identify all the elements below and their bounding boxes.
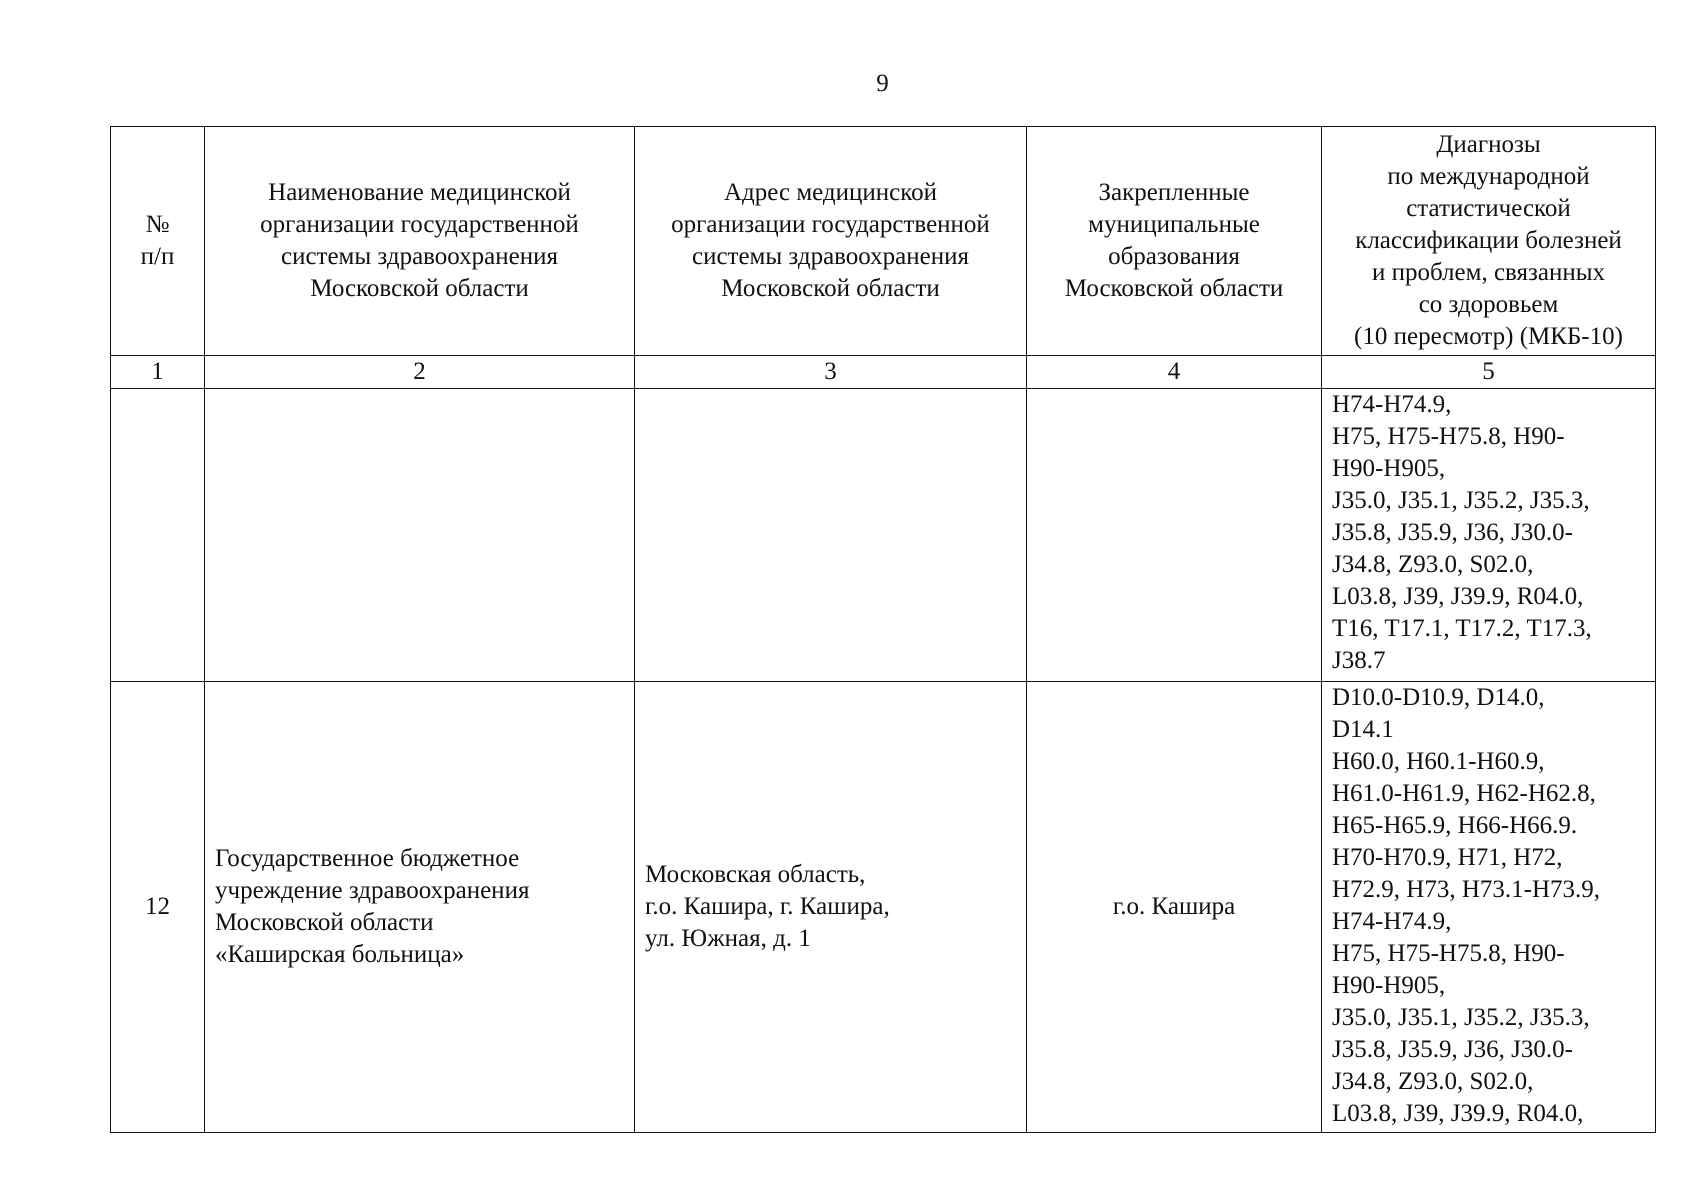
diagnosis-line: D14.1 xyxy=(1332,716,1394,743)
diagnosis-line: J35.0, J35.1, J35.2, J35.3, xyxy=(1332,487,1590,514)
header-text: Московской области xyxy=(721,275,940,302)
diagnoses-codes xyxy=(1322,389,1656,682)
address-line: ул. Южная, д. 1 xyxy=(645,925,811,952)
header-organization-address xyxy=(635,127,1027,356)
row-number xyxy=(111,389,205,682)
header-text: Адрес медицинской xyxy=(723,179,937,206)
header-text: (10 пересмотр) (МКБ-10) xyxy=(1354,323,1623,350)
diagnosis-line: J35.8, J35.9, J36, J30.0- xyxy=(1332,1036,1573,1063)
diagnosis-line: H75, H75-H75.8, H90- xyxy=(1332,940,1565,967)
header-number xyxy=(111,127,205,356)
header-text: со здоровьем xyxy=(1418,291,1559,318)
header-text: образования xyxy=(1108,243,1240,270)
header-municipalities xyxy=(1027,127,1322,356)
header-text: статистической xyxy=(1406,195,1571,222)
header-text: организации государственной xyxy=(671,211,990,238)
diagnoses-codes xyxy=(1322,682,1656,1133)
header-text: Закрепленные xyxy=(1098,179,1250,206)
diagnosis-line: H90-H905, xyxy=(1332,455,1446,482)
diagnosis-line: D10.0-D10.9, D14.0, xyxy=(1332,684,1545,711)
name-line: «Каширская больница» xyxy=(215,941,465,968)
diagnosis-line: L03.8, J39, J39.9, R04.0, xyxy=(1332,1100,1584,1127)
header-text: Московской области xyxy=(1064,275,1284,302)
organization-name xyxy=(205,682,635,1133)
header-diagnoses xyxy=(1322,127,1656,356)
municipalities xyxy=(1027,389,1322,682)
diagnosis-line: H60.0, H60.1-H60.9, xyxy=(1332,748,1545,775)
municipalities: г.о. Кашира xyxy=(1027,682,1322,1133)
header-organization-name xyxy=(205,127,635,356)
diagnosis-line: J35.8, J35.9, J36, J30.0- xyxy=(1332,519,1573,546)
name-line: Московской области xyxy=(215,909,434,936)
column-number: 2 xyxy=(205,356,635,389)
table-row xyxy=(111,389,1656,682)
column-number: 1 xyxy=(111,356,205,389)
column-number: 3 xyxy=(635,356,1027,389)
header-text: п/п xyxy=(140,243,175,270)
diagnosis-line: H74-H74.9, xyxy=(1332,908,1452,935)
address-line: г.о. Кашира, г. Кашира, xyxy=(645,893,890,920)
column-number: 5 xyxy=(1322,356,1656,389)
name-line: учреждение здравоохранения xyxy=(215,877,530,904)
page-number: 9 xyxy=(876,70,889,97)
diagnosis-line: H70-H70.9, H71, H72, xyxy=(1332,844,1563,871)
header-text: Московской области xyxy=(310,275,529,302)
diagnosis-line: T16, T17.1, T17.2, T17.3, xyxy=(1332,615,1592,642)
header-text: и проблем, связанных xyxy=(1371,259,1606,286)
header-text: системы здравоохранения xyxy=(691,243,970,270)
header-text: организации государственной xyxy=(260,211,579,238)
diagnosis-line: L03.8, J39, J39.9, R04.0, xyxy=(1332,583,1584,610)
organizations-table xyxy=(110,126,1656,1133)
header-text: по международной xyxy=(1387,163,1590,190)
diagnosis-line: H65-H65.9, H66-H66.9. xyxy=(1332,812,1578,839)
organization-address xyxy=(635,682,1027,1133)
diagnosis-line: J35.0, J35.1, J35.2, J35.3, xyxy=(1332,1004,1590,1031)
address-line: Московская область, xyxy=(645,861,866,888)
organization-address xyxy=(635,389,1027,682)
diagnosis-line: J38.7 xyxy=(1332,647,1386,674)
header-text: муниципальные xyxy=(1088,211,1260,238)
column-numbers-row xyxy=(111,356,1656,389)
table-header-row xyxy=(111,127,1656,356)
header-text: Диагнозы xyxy=(1436,131,1541,158)
header-text: системы здравоохранения xyxy=(280,243,559,270)
header-text: классификации болезней xyxy=(1355,227,1622,254)
column-number: 4 xyxy=(1027,356,1322,389)
diagnosis-line: J34.8, Z93.0, S02.0, xyxy=(1332,551,1534,578)
row-number: 12 xyxy=(111,682,205,1133)
header-text: Наименование медицинской xyxy=(268,179,571,206)
organization-name xyxy=(205,389,635,682)
diagnosis-line: H75, H75-H75.8, H90- xyxy=(1332,423,1565,450)
diagnosis-line: H72.9, H73, H73.1-H73.9, xyxy=(1332,876,1601,903)
table-row xyxy=(111,682,1656,1133)
diagnosis-line: J34.8, Z93.0, S02.0, xyxy=(1332,1068,1534,1095)
diagnosis-line: H74-H74.9, xyxy=(1332,391,1452,418)
diagnosis-line: H90-H905, xyxy=(1332,972,1446,999)
name-line: Государственное бюджетное xyxy=(215,845,520,872)
header-text: № xyxy=(145,211,170,238)
diagnosis-line: H61.0-H61.9, H62-H62.8, xyxy=(1332,780,1596,807)
